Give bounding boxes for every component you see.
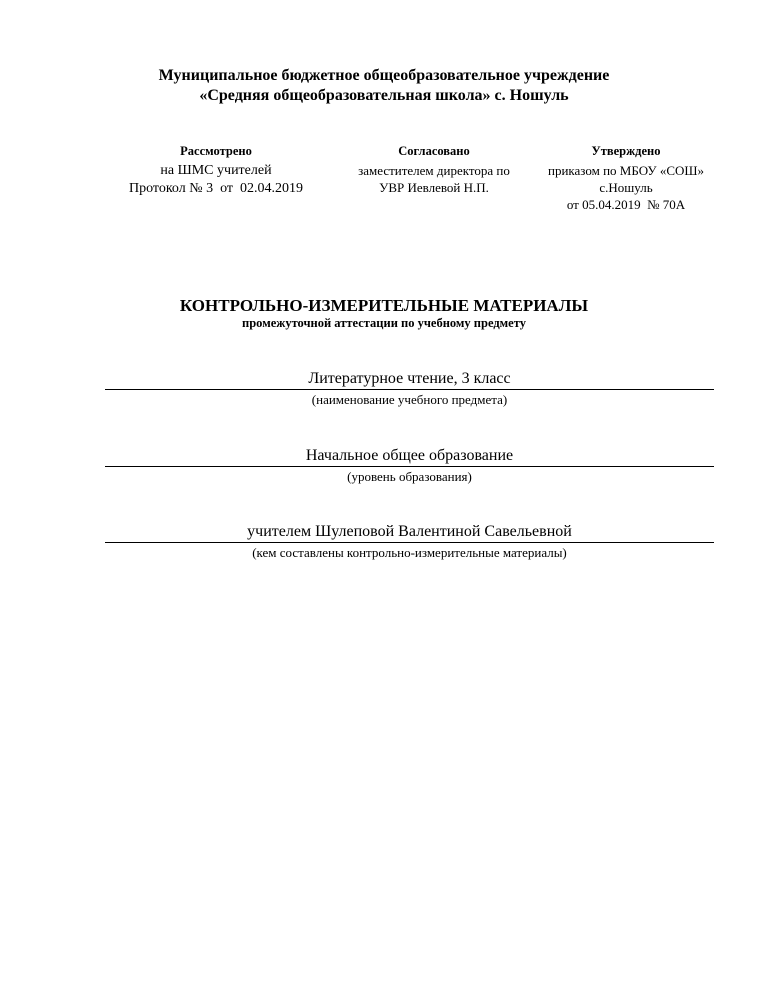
author-value: учителем Шулеповой Валентиной Савельевной <box>105 522 714 543</box>
institution-header <box>0 66 768 106</box>
author-field <box>105 522 714 561</box>
approval-block <box>0 143 768 223</box>
institution-name: Муниципальное бюджетное общеобразовательное учреждение <box>158 67 610 84</box>
reviewed-column <box>112 143 320 198</box>
agreed-person: УВР Иевлевой Н.П. <box>379 180 489 195</box>
reviewed-protocol: Протокол № 3 от 02.04.2019 <box>128 181 304 196</box>
subject-field <box>105 369 714 408</box>
education-level-field <box>105 446 714 485</box>
approved-date: от 05.04.2019 № 70А <box>566 197 686 212</box>
document-title <box>0 296 768 331</box>
reviewed-line: на ШМС учителей <box>160 163 272 178</box>
approved-column <box>536 143 716 213</box>
approved-heading: Утверждено <box>591 144 661 158</box>
subject-caption: (наименование учебного предмета) <box>311 392 508 407</box>
author-caption: (кем составлены контрольно-измерительные материалы) <box>252 545 567 560</box>
reviewed-heading: Рассмотрено <box>180 144 252 158</box>
agreed-heading: Согласовано <box>398 144 470 158</box>
title-subtitle: промежуточной аттестации по учебному предмету <box>242 316 526 330</box>
agreed-line: заместителем директора по <box>358 163 510 178</box>
subject-value: Литературное чтение, 3 класс <box>105 369 714 390</box>
school-name: «Средняя общеобразовательная школа» с. Ношуль <box>199 87 569 104</box>
education-level-value: Начальное общее образование <box>105 446 714 467</box>
agreed-column <box>342 143 526 196</box>
title-main: КОНТРОЛЬНО-ИЗМЕРИТЕЛЬНЫЕ МАТЕРИАЛЫ <box>179 296 589 315</box>
approved-order: приказом по МБОУ «СОШ» <box>547 163 705 178</box>
education-level-caption: (уровень образования) <box>347 469 472 484</box>
approved-village: с.Ношуль <box>599 180 653 195</box>
